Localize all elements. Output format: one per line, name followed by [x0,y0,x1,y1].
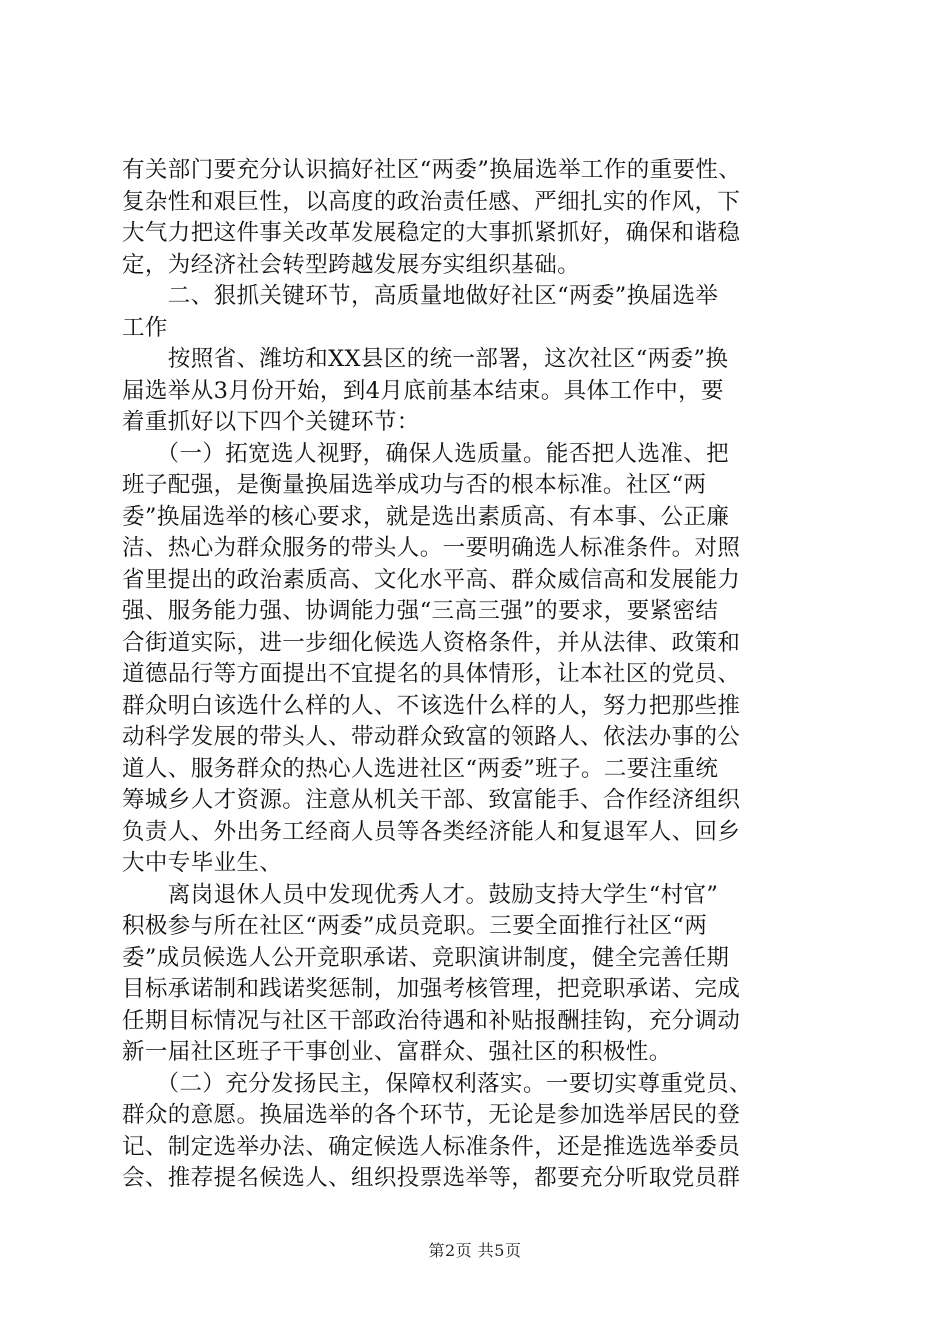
section-heading-line: 二、狠抓关键环节，高质量地做好社区“两委”换届选举 [122,283,719,309]
text-line: 有关部门要充分认识搞好社区“两委”换届选举工作的重要性、 [122,157,742,183]
text-line: 会、推荐提名候选人、组织投票选举等，都要充分听取党员群 [122,1165,741,1191]
text-line: 任期目标情况与社区干部政治待遇和补贴报酬挂钩，充分调动 [122,1007,741,1034]
page-number-footer: 第2页 共5页 [428,1241,522,1260]
text-line: 负责人、外出务工经商人员等各类经济能人和复退军人、回乡 [122,818,741,845]
text-line: 强、服务能力强、协调能力强“三高三强”的要求，要紧密结 [122,598,719,624]
text-line: 洁、热心为群众服务的带头人。一要明确选人标准条件。对照 [122,535,741,561]
text-line: 道人、服务群众的热心人选进社区“两委”班子。二要注重统 [122,755,719,782]
text-line: 合街道实际，进一步细化候选人资格条件，并从法律、政策和 [122,629,741,656]
text-line: 动科学发展的带头人、带动群众致富的领路人、依法办事的公 [122,724,741,750]
text-line: 按照省、潍坊和XX县区的统一部署，这次社区“两委”换 [122,346,729,372]
text-line: 大气力把这件事关改革发展稳定的大事抓紧抓好，确保和谐稳 [122,220,741,246]
text-line: 复杂性和艰巨性，以高度的政治责任感、严细扎实的作风，下 [122,188,741,215]
text-line: 积极参与所在社区“两委”成员竞职。三要全面推行社区“两 [122,913,708,939]
text-line: 新一届社区班子干事创业、富群众、强社区的积极性。 [122,1039,672,1065]
text-line: 大中专毕业生、 [122,850,283,876]
text-line: 委”成员候选人公开竞职承诺、竞职演讲制度，健全完善任期 [122,944,730,971]
text-line: 着重抓好以下四个关键环节： [122,409,420,435]
text-line: 群众的意愿。换届选举的各个环节，无论是参加选举居民的登 [122,1102,741,1128]
section-heading-line: 工作 [122,314,168,341]
text-line: 离岗退休人员中发现优秀人才。鼓励支持大学生“村官” [122,881,719,908]
text-line: 定，为经济社会转型跨越发展夯实组织基础。 [122,251,581,278]
text-line: 班子配强，是衡量换届选举成功与否的根本标准。社区“两 [122,472,707,498]
text-line: 目标承诺制和践诺奖惩制，加强考核管理，把竞职承诺、完成 [122,976,741,1002]
text-line: 筹城乡人才资源。注意从机关干部、致富能手、合作经济组织 [122,787,741,813]
text-line: （一）拓宽选人视野，确保人选质量。能否把人选准、把 [122,440,730,467]
text-line: 群众明白该选什么样的人、不该选什么样的人，努力把那些推 [122,692,741,719]
text-line: 记、制定选举办法、确定候选人标准条件，还是推选选举委员 [122,1133,741,1160]
text-line: （二）充分发扬民主，保障权利落实。一要切实尊重党员、 [122,1070,752,1097]
text-line: 道德品行等方面提出不宜提名的具体情形，让本社区的党员、 [122,661,741,687]
text-line: 届选举从3月份开始，到4月底前基本结束。具体工作中，要 [122,377,724,404]
text-line: 委”换届选举的核心要求，就是选出素质高、有本事、公正廉 [122,503,730,530]
text-line: 省里提出的政治素质高、文化水平高、群众威信高和发展能力 [122,566,741,593]
document-body [122,155,832,1195]
